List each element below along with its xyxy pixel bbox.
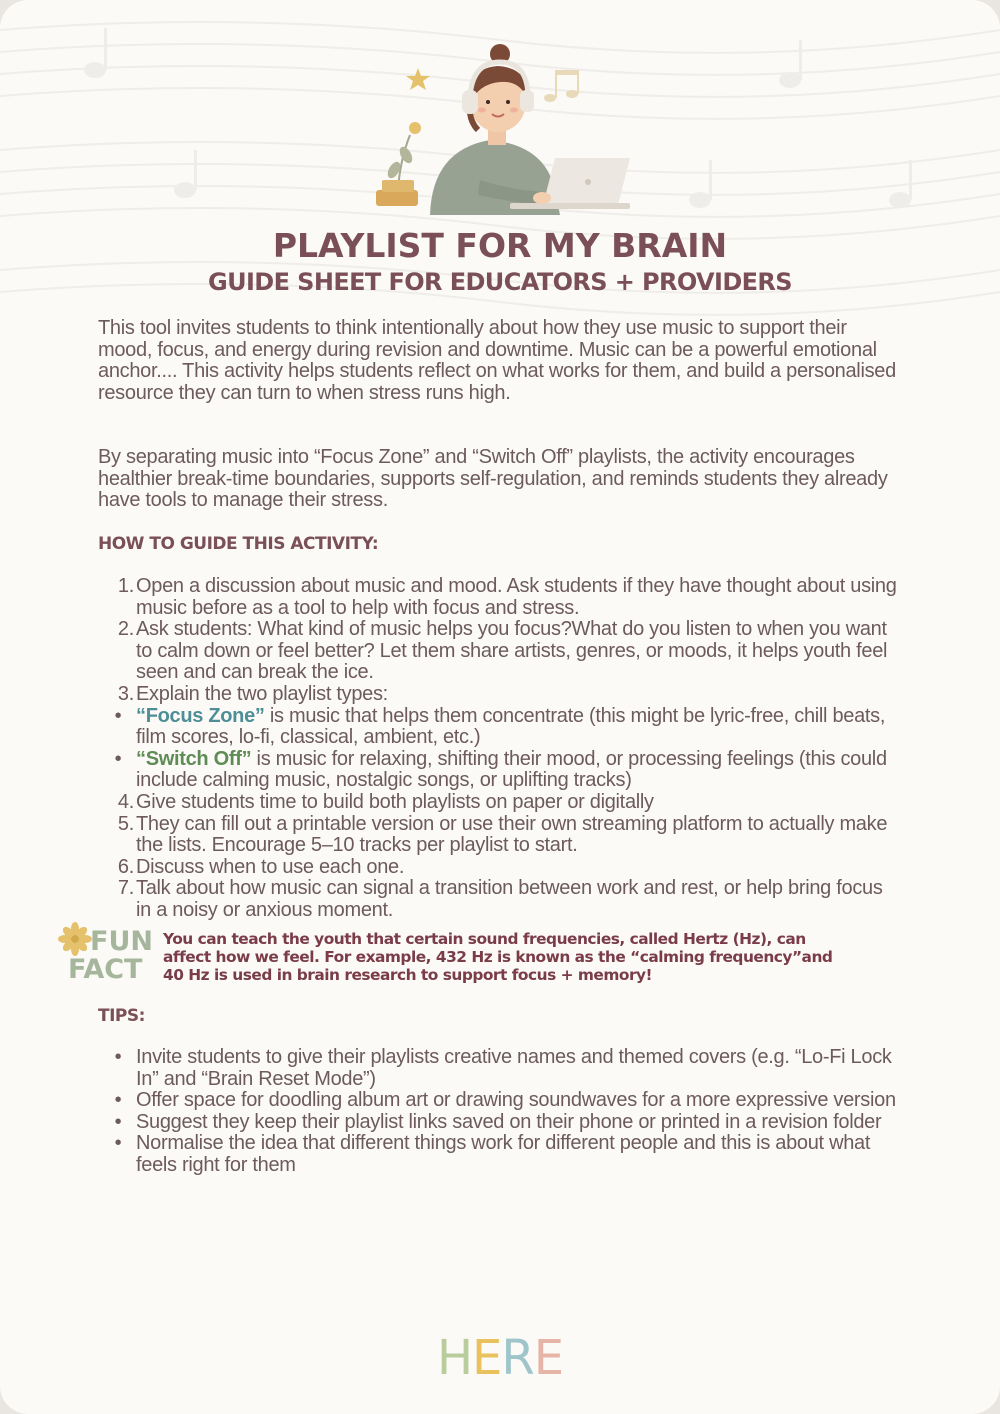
step-text: They can fill out a printable version or use their own streaming platform to actually make the lists. Encourage 5–10 tracks per playlist to start. — [136, 812, 888, 857]
activity-steps-list — [98, 576, 898, 922]
bullet-marker: • — [114, 747, 122, 770]
list-item — [98, 619, 898, 684]
focus-zone-highlight: “Focus Zone” — [136, 704, 265, 727]
bullet-marker: • — [114, 704, 122, 727]
here-logo — [0, 1330, 1000, 1386]
tips-list — [98, 1047, 898, 1177]
list-marker: 6. — [117, 855, 134, 878]
bullet-marker: • — [114, 1110, 122, 1133]
list-item — [98, 749, 898, 792]
list-item — [98, 792, 898, 814]
music-note-icon — [544, 70, 579, 102]
step-text: Explain the two playlist types: — [136, 682, 388, 705]
plant-icon — [376, 122, 421, 206]
logo-letter: E — [533, 1330, 564, 1386]
step-text: Ask students: What kind of music helps you focus?What do you listen to when you want to calm down or feel better? Let them share artists, genres, or moods, it helps youth feel seen and can break the ice. — [136, 618, 888, 684]
switch-off-highlight: “Switch Off” — [136, 747, 252, 770]
headphones-icon — [462, 90, 478, 114]
list-marker: 3. — [117, 682, 134, 705]
flower-icon — [58, 922, 92, 956]
list-marker: 5. — [117, 812, 134, 835]
fact-word: FACT — [68, 954, 143, 985]
page-subtitle: GUIDE SHEET FOR EDUCATORS + PROVIDERS — [207, 268, 792, 296]
step-text: Discuss when to use each one. — [136, 855, 405, 878]
logo-letter: E — [472, 1330, 502, 1386]
tip-text: Suggest they keep their playlist links saved on their phone or printed in a revision folder — [136, 1110, 882, 1133]
list-item — [98, 878, 898, 921]
list-item — [98, 684, 898, 706]
tip-text: Offer space for doodling album art or drawing soundwaves for a more expressive version — [136, 1089, 896, 1112]
bullet-marker: • — [114, 1046, 122, 1068]
logo-letter: H — [436, 1330, 473, 1386]
list-marker: 1. — [117, 575, 134, 597]
fun-fact-badge — [58, 922, 158, 986]
list-item — [98, 814, 898, 857]
bullet-marker: • — [114, 1089, 122, 1112]
list-marker: 4. — [117, 790, 134, 813]
girl-with-headphones-illustration — [360, 40, 640, 215]
step-text: Open a discussion about music and mood. Ask students if they have thought about using music before as a tool to help with focus and stress. — [136, 575, 897, 619]
list-item — [98, 706, 898, 749]
list-item — [98, 1090, 898, 1112]
tip-text: Normalise the idea that different things work for different people and this is about what feels right for them — [136, 1132, 871, 1176]
how-to-heading: HOW TO GUIDE THIS ACTIVITY: — [98, 534, 379, 554]
list-marker: 2. — [117, 618, 134, 641]
tips-heading: TIPS: — [98, 1006, 145, 1026]
fun-fact-callout — [58, 922, 938, 992]
step-text: Give students time to build both playlists on paper or digitally — [136, 790, 654, 813]
star-icon — [406, 68, 430, 90]
step-text: is music for relaxing, shifting their mood, or processing feelings (this could include calming music, nostalgic songs, or uplifting tracks) — [136, 747, 887, 792]
list-item — [98, 1112, 898, 1134]
intro-paragraph: By separating music into “Focus Zone” and “Switch Off” playlists, the activity encourages healthier break-time boundaries, supports self-regulation, and reminds students they already have tools to manage their stress. — [98, 446, 888, 512]
list-item — [98, 857, 898, 879]
step-text: is music that helps them concentrate (this might be lyric-free, chill beats, film scores, lo-fi, classical, ambient, etc.) — [136, 704, 886, 749]
tip-text: Invite students to give their playlists creative names and themed covers (e.g. “Lo-Fi Lock In” and “Brain Reset Mode”) — [136, 1046, 892, 1090]
bullet-marker: • — [114, 1132, 122, 1155]
fun-word: FUN — [90, 926, 153, 957]
list-marker: 7. — [117, 877, 134, 900]
list-item — [98, 1133, 898, 1176]
list-item — [98, 576, 898, 619]
page-title: PLAYLIST FOR MY BRAIN — [272, 226, 728, 265]
fun-fact-text: You can teach the youth that certain sound frequencies, called Hertz (Hz), can affect how we feel. For example, 432 Hz is known as the “calming frequency”and 40 Hz is used in brain research to support focus + memory! — [163, 930, 833, 984]
logo-letter: R — [501, 1330, 534, 1386]
intro-paragraph: This tool invites students to think intentionally about how they use music to support their mood, focus, and energy during revision and downtime. Music can be a powerful emotional anchor.... This activity helps students reflect on what works for them, and build a personalised resource they can turn to when stress runs high. — [98, 317, 896, 404]
step-text: Talk about how music can signal a transition between work and rest, or help bring focus in a noisy or anxious moment. — [136, 877, 883, 921]
list-item — [98, 1047, 898, 1090]
